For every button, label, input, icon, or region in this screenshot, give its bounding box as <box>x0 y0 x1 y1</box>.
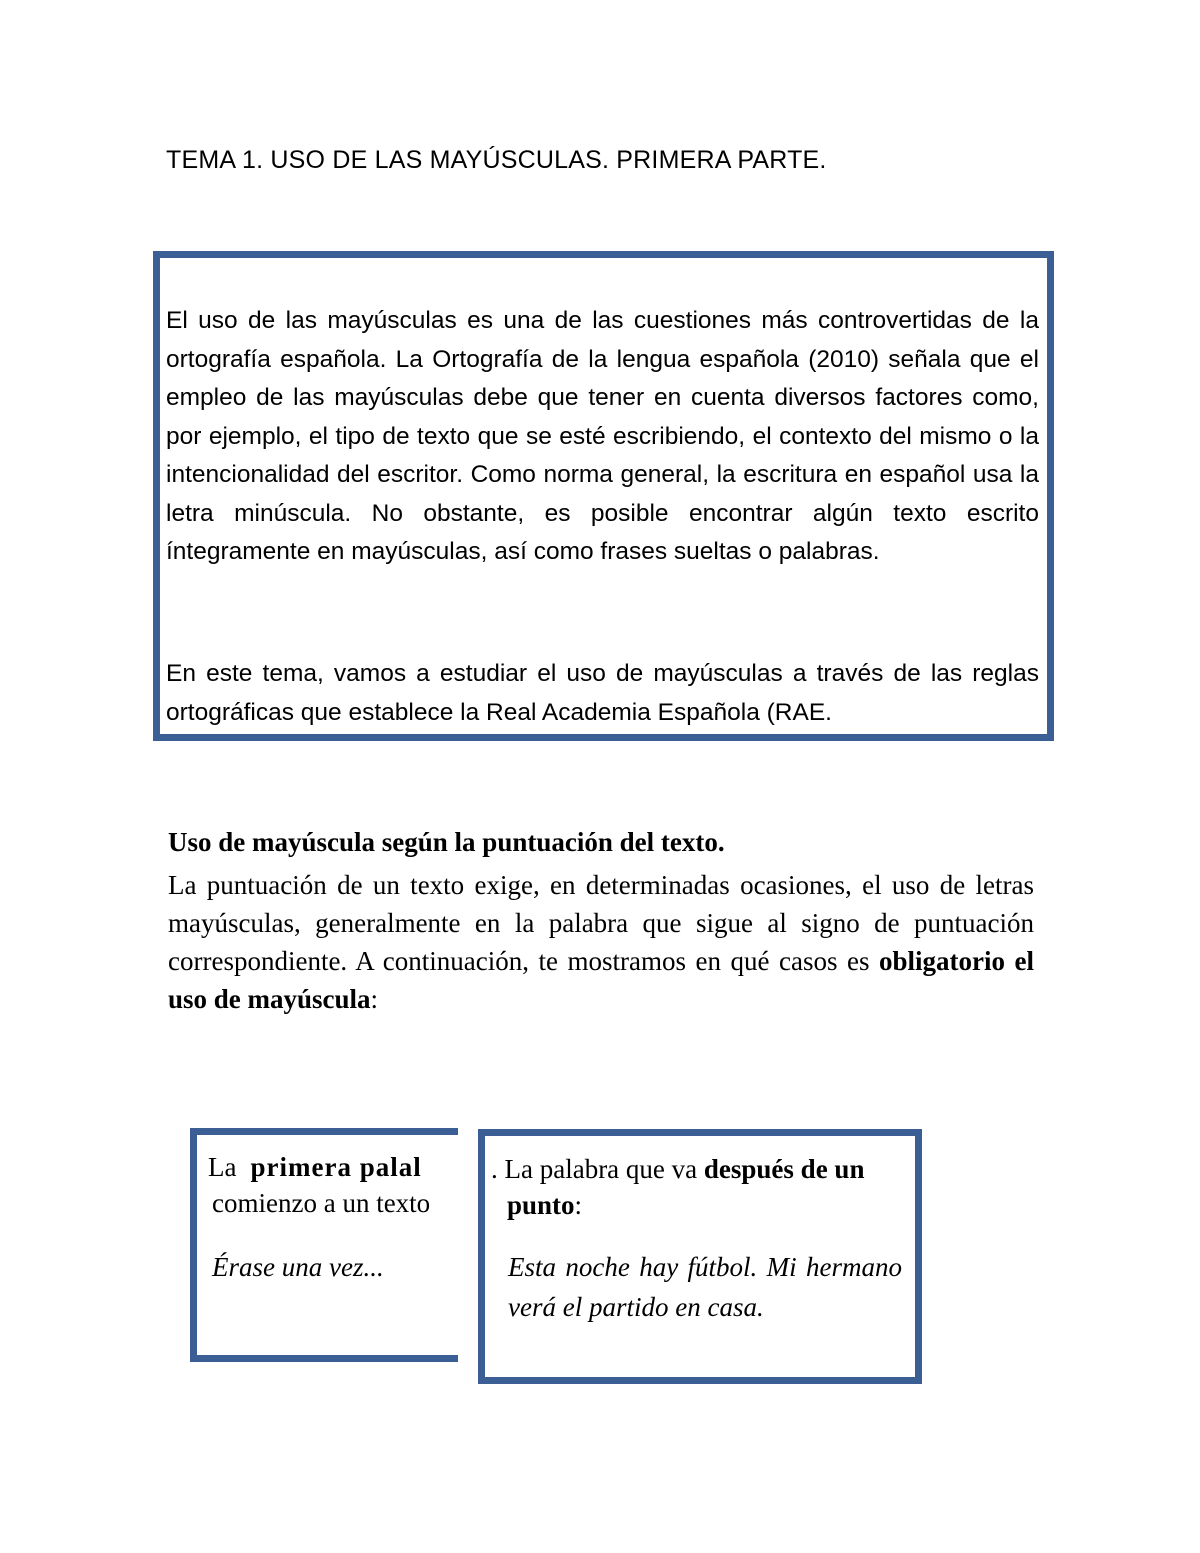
rule-card-colon: : <box>574 1190 583 1220</box>
rule-card-lead: . La palabra que va <box>491 1154 704 1184</box>
section-body-emphasis: obligatorio el uso de mayúscula <box>168 946 1034 1014</box>
rule-card-first-word <box>190 1128 458 1362</box>
rule-card-after-period-example: Esta noche hay fútbol. Mi hermano verá el partido en casa. <box>508 1252 902 1322</box>
rule-card-bold: primera palal <box>250 1152 422 1182</box>
section-heading: Uso de mayúscula según la puntuación del texto. <box>168 827 725 857</box>
rule-card-title <box>208 1152 422 1183</box>
page-title: TEMA 1. USO DE LAS MAYÚSCULAS. PRIMERA PARTE. <box>166 146 827 174</box>
rule-card-example: Érase una vez... <box>212 1252 384 1282</box>
rule-card-after-period-title <box>491 1151 911 1223</box>
rule-card-bold: después de un <box>703 1154 865 1184</box>
rule-card-bold-2: punto <box>507 1190 575 1220</box>
intro-paragraph-2: En este tema, vamos a estudiar el uso de mayúsculas a través de las reglas ortográficas que establece la Real Academia Española (RAE. <box>166 660 1039 726</box>
section-body-text: La puntuación de un texto exige, en determinadas ocasiones, el uso de letras mayúsculas, generalmente en la palabra que sigue al signo de puntuación correspondiente. A continuación, te mostramos en qué casos es <box>168 870 1034 976</box>
section-body-colon: : <box>370 984 379 1014</box>
rule-card-title-line2: comienzo a un texto <box>212 1188 431 1218</box>
intro-paragraph-1: El uso de las mayúsculas es una de las cuestiones más controvertidas de la ortografía española. La Ortografía de la lengua española (2010) señala que el empleo de las mayúsculas debe que tener en cuenta diversos factores como, por ejemplo, el tipo de texto que se esté escribiendo, el contexto del mismo o la intencionalidad del escritor. Como norma general, la escritura en español usa la letra minúscula. No obstante, es posible encontrar algún texto escrito íntegramente en mayúsculas, así como frases sueltas o palabras. <box>166 307 1039 565</box>
rule-card-lead: La <box>208 1152 237 1182</box>
rule-card-title-line2 <box>507 1187 911 1223</box>
section-body <box>168 866 1034 1018</box>
